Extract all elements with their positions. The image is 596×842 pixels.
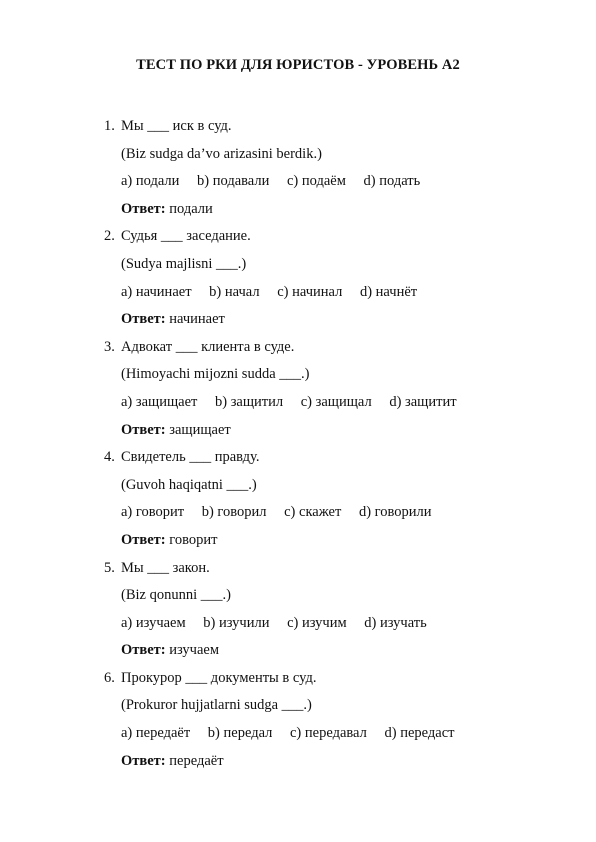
question-translation: (Himoyachi mijozni sudda ___.) [121,366,310,383]
question-answer [0,417,596,445]
option-c: c) начинал [277,283,343,300]
question-item [0,334,596,444]
option-c: c) скажет [284,504,342,521]
answer-label: Ответ: [121,311,166,328]
question-answer [0,306,596,334]
question-sentence-line [0,334,596,362]
question-translation: (Guvoh haqiqatni ___.) [121,476,257,493]
option-c: c) передавал [290,725,367,742]
option-c: c) подаём [287,173,346,190]
question-sentence: Свидетель ___ правду. [121,449,260,466]
question-number: 6. [104,669,115,686]
question-translation: (Biz qonunni ___.) [121,587,231,604]
question-sentence-line [0,223,596,251]
question-list [0,113,596,775]
option-a: a) начинает [121,283,192,300]
option-a: a) подали [121,173,180,190]
question-number: 3. [104,338,115,355]
option-c: c) изучим [287,614,347,631]
question-options [0,610,596,638]
question-sentence: Мы ___ иск в суд. [121,118,232,134]
option-b: b) говорил [201,504,267,521]
question-translation: (Sudya majlisni ___.) [121,255,247,272]
option-b: b) подавали [197,173,270,190]
question-item [0,555,596,665]
answer-label: Ответ: [121,531,166,548]
option-d: d) передаст [384,725,455,742]
option-c: c) защищал [300,393,372,410]
option-d: d) подать [363,173,421,190]
question-sentence-line [0,444,596,472]
question-number: 5. [104,559,115,576]
document-title: ТЕСТ ПО РКИ ДЛЯ ЮРИСТОВ - УРОВЕНЬ А2 [136,57,460,73]
answer-value: передаёт [169,752,224,769]
question-translation: (Prokuror hujjatlarni sudga ___.) [121,697,312,714]
answer-value: подали [169,200,213,217]
answer-value: говорит [169,531,218,548]
question-sentence: Адвокат ___ клиента в суде. [121,338,295,355]
question-options [0,279,596,307]
question-options [0,499,596,527]
question-sentence-line [0,555,596,583]
question-item [0,223,596,333]
answer-label: Ответ: [121,200,166,217]
option-d: d) защитит [389,393,457,410]
option-a: a) говорит [121,504,185,521]
question-options [0,389,596,417]
option-b: b) изучили [203,614,270,631]
question-sentence: Судья ___ заседание. [121,228,251,245]
option-b: b) передал [207,725,273,742]
answer-value: изучаем [169,642,220,659]
question-number: 4. [104,449,115,466]
answer-label: Ответ: [121,421,166,438]
option-d: d) начнёт [359,283,418,300]
question-sentence: Мы ___ закон. [121,559,210,576]
option-a: a) изучаем [121,614,186,631]
answer-label: Ответ: [121,752,166,769]
question-sentence-line [0,113,596,141]
option-b: b) защитил [214,393,284,410]
option-d: d) изучать [364,614,427,631]
question-number: 2. [104,228,115,245]
question-answer [0,637,596,665]
option-a: a) передаёт [121,725,191,742]
question-number: 1. [104,118,115,134]
question-options [0,168,596,196]
question-translation: (Biz sudga da’vo arizasini berdik.) [121,145,322,162]
question-answer [0,748,596,776]
answer-label: Ответ: [121,642,166,659]
question-answer [0,196,596,224]
answer-value: начинает [169,311,225,328]
question-answer [0,527,596,555]
option-b: b) начал [209,283,260,300]
option-d: d) говорили [358,504,432,521]
answer-value: защищает [169,421,231,438]
question-options [0,720,596,748]
question-item [0,665,596,775]
question-sentence: Прокурор ___ документы в суд. [121,669,317,686]
option-a: a) защищает [121,393,198,410]
question-item [0,113,596,223]
question-item [0,444,596,554]
question-sentence-line [0,665,596,693]
